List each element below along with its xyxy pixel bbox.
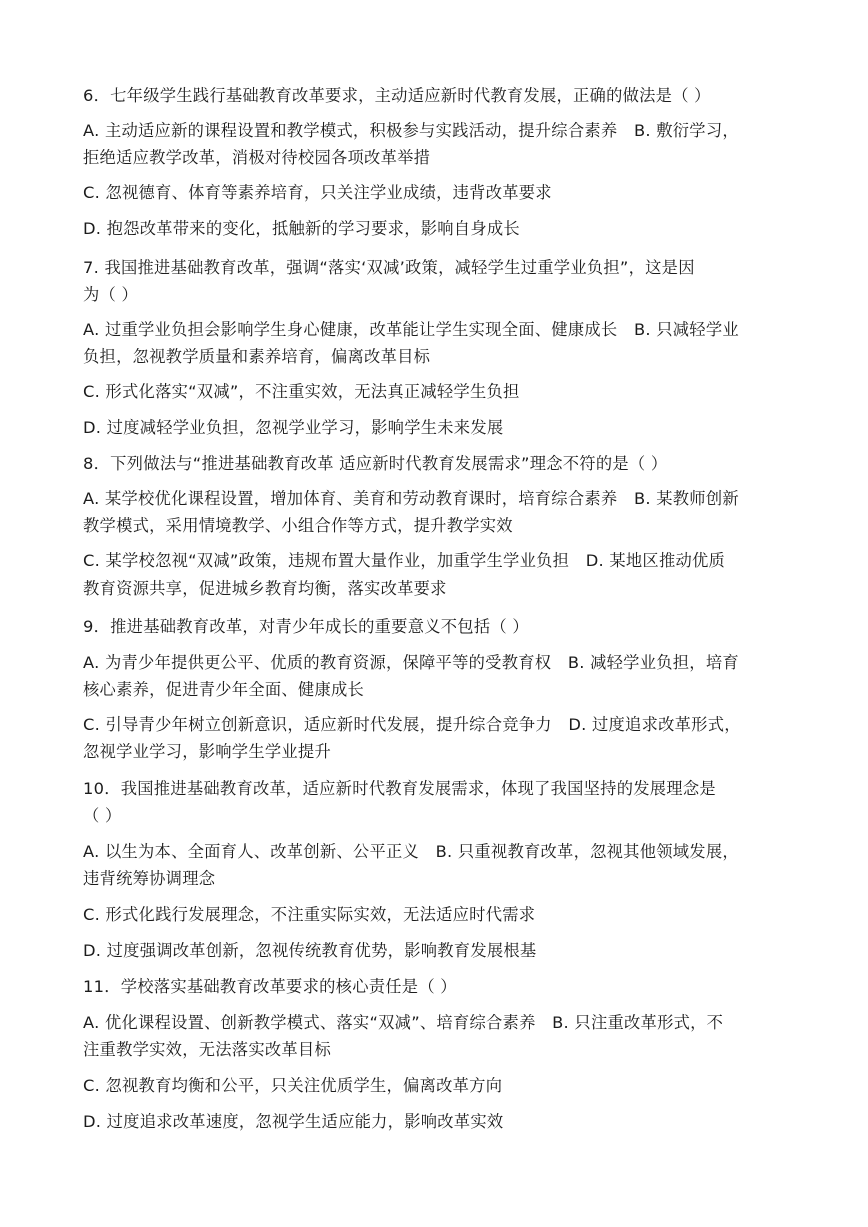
question-9-option-cd-line-2: 忽视学业学习，影响学生学业提升 xyxy=(83,742,331,761)
question-11-option-ab-line-1: A. 优化课程设置、创新教学模式、落实“双减”、培育综合素养 B. 只注重改革形式，不 xyxy=(83,1013,724,1032)
question-7-option-ab-line-2: 负担，忽视教学质量和素养培育，偏离改革目标 xyxy=(83,347,431,366)
question-7-option-ab-line-1: A. 过重学业负担会影响学生身心健康，改革能让学生实现全面、健康成长 B. 只减轻学业 xyxy=(83,320,739,339)
question-7-option-d: D. 过度减轻学业负担，忽视学业学习，影响学生未来发展 xyxy=(83,418,504,437)
question-8-stem: 8．下列做法与“推进基础教育改革 适应新时代教育发展需求”理念不符的是（ ） xyxy=(83,454,668,473)
question-11-option-c: C. 忽视教育均衡和公平，只关注优质学生，偏离改革方向 xyxy=(83,1076,503,1095)
question-7-stem-line-1: 7. 我国推进基础教育改革，强调“落实‘双减’政策，减轻学生过重学业负担”，这是因 xyxy=(83,258,695,277)
question-9-option-cd-line-1: C. 引导青少年树立创新意识，适应新时代发展，提升综合竞争力 D. 过度追求改革形式， xyxy=(83,715,741,734)
question-8-option-ab-line-1: A. 某学校优化课程设置，增加体育、美育和劳动教育课时，培育综合素养 B. 某教师创新 xyxy=(83,489,739,508)
question-10-option-ab-line-2: 违背统筹协调理念 xyxy=(83,869,216,888)
question-11-stem: 11．学校落实基础教育改革要求的核心责任是（ ） xyxy=(83,977,457,996)
question-9-stem: 9．推进基础教育改革，对青少年成长的重要意义不包括（ ） xyxy=(83,617,529,636)
question-6-stem: 6．七年级学生践行基础教育改革要求，主动适应新时代教育发展，正确的做法是（ ） xyxy=(83,86,711,105)
question-11-option-ab-line-2: 注重教学实效，无法落实改革目标 xyxy=(83,1040,331,1059)
question-7-option-c: C. 形式化落实“双减”，不注重实效，无法真正减轻学生负担 xyxy=(83,382,520,401)
question-10-option-ab-line-1: A. 以生为本、全面育人、改革创新、公平正义 B. 只重视教育改革，忽视其他领域发展， xyxy=(83,842,739,861)
question-10-stem-line-2: （ ） xyxy=(83,806,122,825)
question-6-option-ab-line-1: A. 主动适应新的课程设置和教学模式，积极参与实践活动，提升综合素养 B. 敷衍学习， xyxy=(83,121,739,140)
question-10-option-d: D. 过度强调改革创新，忽视传统教育优势，影响教育发展根基 xyxy=(83,941,537,960)
question-6-option-ab-line-2: 拒绝适应教学改革，消极对待校园各项改革举措 xyxy=(83,148,431,167)
question-10-stem-line-1: 10．我国推进基础教育改革，适应新时代教育发展需求，体现了我国坚持的发展理念是 xyxy=(83,779,716,798)
question-6-option-c: C. 忽视德育、体育等素养培育，只关注学业成绩，违背改革要求 xyxy=(83,183,552,202)
question-11-option-d: D. 过度追求改革速度，忽视学生适应能力，影响改革实效 xyxy=(83,1112,504,1131)
question-8-option-ab-line-2: 教学模式，采用情境教学、小组合作等方式，提升教学实效 xyxy=(83,516,513,535)
question-9-option-ab-line-1: A. 为青少年提供更公平、优质的教育资源，保障平等的受教育权 B. 减轻学业负担，培育 xyxy=(83,653,739,672)
question-7-stem-line-2: 为（ ） xyxy=(83,285,139,304)
question-9-option-ab-line-2: 核心素养，促进青少年全面、健康成长 xyxy=(83,680,365,699)
question-6-option-d: D. 抱怨改革带来的变化，抵触新的学习要求，影响自身成长 xyxy=(83,219,520,238)
question-8-option-cd-line-1: C. 某学校忽视“双减”政策，违规布置大量作业，加重学生学业负担 D. 某地区推动优质 xyxy=(83,551,726,570)
question-10-option-c: C. 形式化践行发展理念，不注重实际实效，无法适应时代需求 xyxy=(83,905,536,924)
question-8-option-cd-line-2: 教育资源共享，促进城乡教育均衡，落实改革要求 xyxy=(83,579,447,598)
